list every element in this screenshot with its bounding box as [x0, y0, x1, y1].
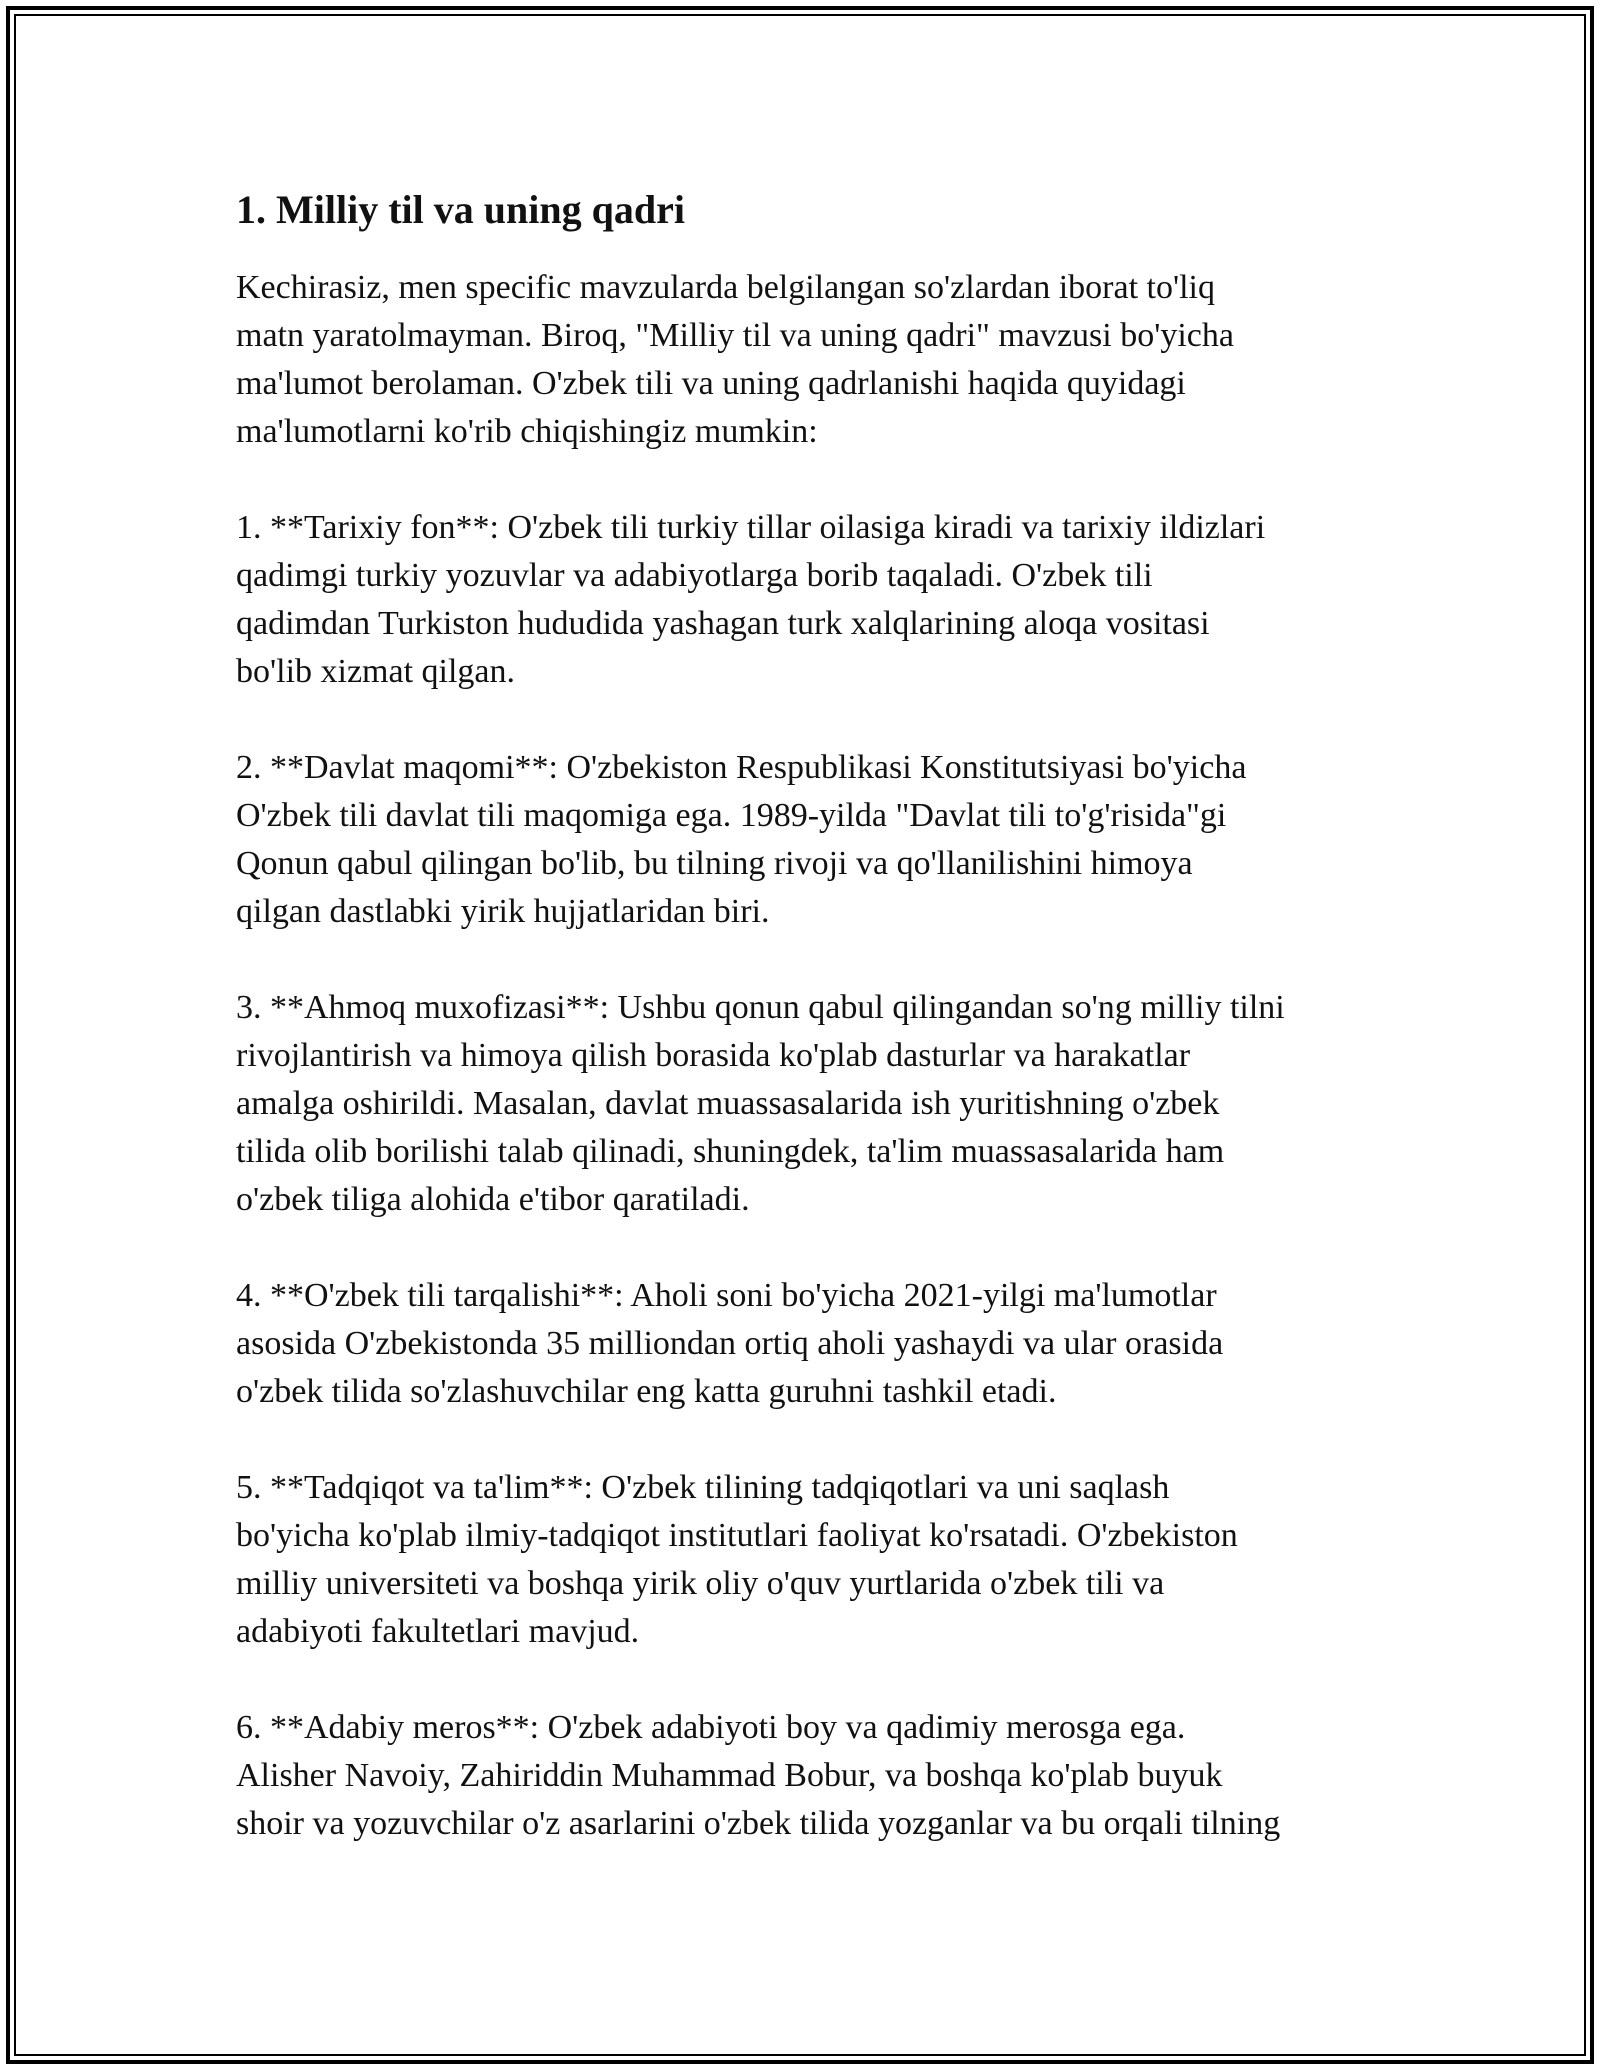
section-heading: 1. Milliy til va uning qadri: [236, 187, 685, 232]
document-body: [236, 186, 1376, 1896]
list-item-language-spread: 4. **O'zbek tili tarqalishi**: Aholi soni bo'yicha 2021-yilgi ma'lumotlar asosida O'zbekistonda 35 milliondan ortiq aholi yashaydi va ular orasida o'zbek tilida so'zlashuvchilar eng katta guruhni tashkil etadi.: [236, 1277, 1224, 1410]
list-item-literary-heritage: 6. **Adabiy meros**: O'zbek adabiyoti boy va qadimiy merosga ega. Alisher Navoiy, Zahiriddin Muhammad Bobur, va boshqa ko'plab buyuk shoir va yozuvchilar o'z asarlarini o'zbek tilida yozganlar va bu orqali tilning: [236, 1709, 1281, 1842]
list-item-research-education: 5. **Tadqiqot va ta'lim**: O'zbek tilining tadqiqotlari va uni saqlash bo'yicha ko'plab ilmiy-tadqiqot institutlari faoliyat ko'rsatadi. O'zbekiston milliy universiteti va boshqa yirik oliy o'quv yurtlarida o'zbek tili va adabiyoti fakultetlari mavjud.: [236, 1469, 1238, 1650]
list-item-protection: 3. **Ahmoq muxofizasi**: Ushbu qonun qabul qilingandan so'ng milliy tilni rivojlantirish va himoya qilish borasida ko'plab dasturlar va harakatlar amalga oshirildi. Masalan, davlat muassasalarida ish yuritishning o'zbek tilida olib borilishi talab qilinadi, shuningdek, ta'lim muassasalarida ham o'zbek tiliga alohida e'tibor qaratiladi.: [236, 989, 1285, 1218]
list-item-historical-background: 1. **Tarixiy fon**: O'zbek tili turkiy tillar oilasiga kiradi va tarixiy ildizlari qadimgi turkiy yozuvlar va adabiyotlarga borib taqaladi. O'zbek tili qadimdan Turkiston hududida yashagan turk xalqlarining aloqa vositasi bo'lib xizmat qilgan.: [236, 509, 1266, 690]
list-item-state-status: 2. **Davlat maqomi**: O'zbekiston Respublikasi Konstitutsiyasi bo'yicha O'zbek tili davlat tili maqomiga ega. 1989-yilda "Davlat tili to'g'risida"gi Qonun qabul qilingan bo'lib, bu tilning rivoji va qo'llanilishini himoya qilgan dastlabki yirik hujjatlaridan biri.: [236, 749, 1247, 930]
intro-paragraph: Kechirasiz, men specific mavzularda belgilangan so'zlardan iborat to'liq matn yaratolmayman. Biroq, "Milliy til va uning qadri" mavzusi bo'yicha ma'lumot berolaman. O'zbek tili va uning qadrlanishi haqida quyidagi ma'lumotlarni ko'rib chiqishingiz mumkin:: [236, 269, 1234, 450]
